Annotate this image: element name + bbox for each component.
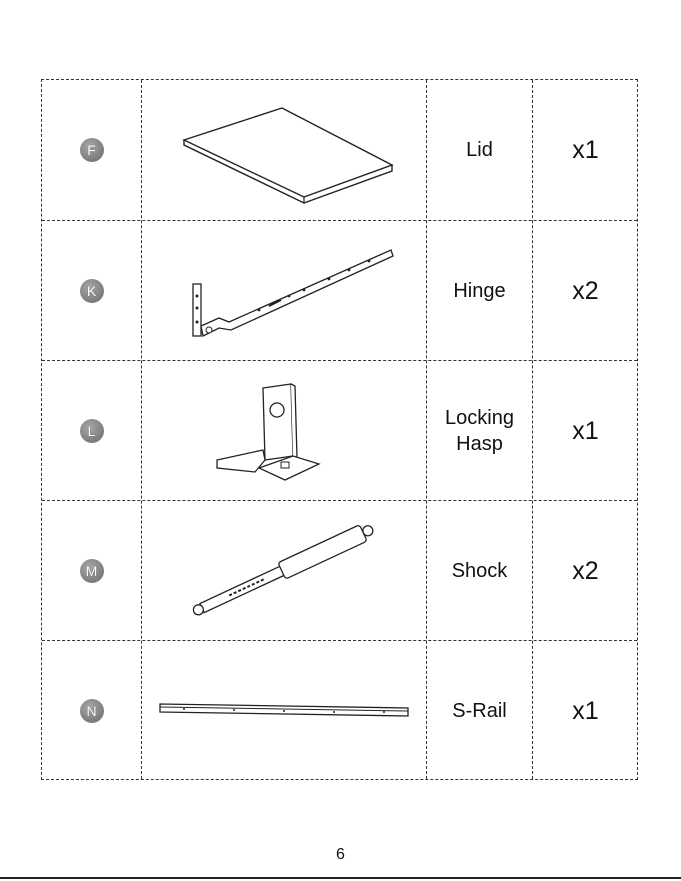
part-id-badge: N — [80, 699, 104, 723]
part-qty: x1 — [572, 696, 599, 725]
part-id-badge: F — [80, 138, 104, 162]
part-row-hinge — [42, 220, 637, 361]
part-name: Shock — [451, 560, 508, 582]
part-row-s-rail — [42, 640, 637, 781]
part-qty: x1 — [572, 416, 599, 445]
bottom-rule — [0, 877, 681, 879]
part-name: Hinge — [453, 280, 506, 302]
part-name: Lid — [466, 139, 493, 161]
s-rail-icon — [142, 641, 426, 781]
parts-table — [41, 79, 638, 780]
column-divider — [532, 80, 533, 779]
part-qty: x2 — [572, 276, 599, 305]
column-divider — [141, 80, 142, 779]
part-name: Locking Hasp — [445, 407, 514, 455]
part-row-shock — [42, 500, 637, 641]
locking-hasp-icon — [142, 361, 426, 501]
part-name: S-Rail — [452, 700, 507, 722]
lid-icon — [142, 80, 426, 220]
part-id-badge: K — [80, 279, 104, 303]
column-divider — [426, 80, 427, 779]
part-qty: x2 — [572, 556, 599, 585]
part-qty: x1 — [572, 135, 599, 164]
hinge-icon — [142, 221, 426, 361]
page-number: 6 — [336, 846, 345, 863]
part-row-lid — [42, 80, 637, 220]
part-id-badge: L — [80, 419, 104, 443]
shock-icon — [142, 501, 426, 641]
part-id-badge: M — [80, 559, 104, 583]
part-row-locking-hasp — [42, 360, 637, 501]
